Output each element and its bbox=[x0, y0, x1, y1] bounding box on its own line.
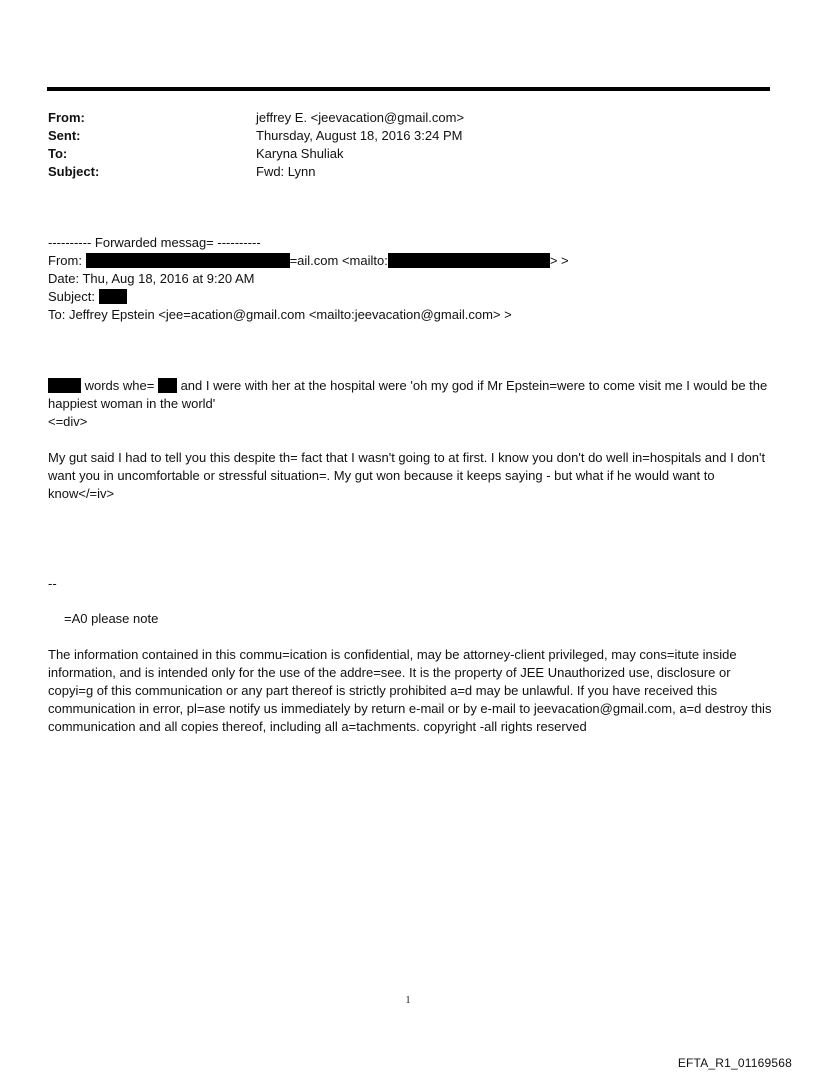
redaction-box bbox=[158, 378, 177, 393]
fwd-from-line bbox=[48, 252, 772, 270]
sent-label: Sent: bbox=[48, 128, 81, 143]
fwd-date: Date: Thu, Aug 18, 2016 at 9:20 AM bbox=[48, 271, 255, 286]
sent-value: Thursday, August 18, 2016 3:24 PM bbox=[256, 128, 463, 143]
redaction-box bbox=[99, 289, 127, 304]
from-label: From: bbox=[48, 110, 85, 125]
fwd-from-end: > > bbox=[549, 253, 569, 268]
body-paragraph-1 bbox=[48, 377, 772, 413]
header-rule bbox=[47, 87, 770, 91]
fwd-subject-label: Subject: bbox=[48, 289, 95, 304]
redaction-box bbox=[388, 253, 550, 268]
fwd-subject-line bbox=[48, 288, 772, 306]
fwd-from-label: From: bbox=[48, 253, 82, 268]
to-value: Karyna Shuliak bbox=[256, 146, 344, 161]
fwd-to: To: Jeffrey Epstein <jee=acation@gmail.com <mailto:jeevacation@gmail.com> > bbox=[48, 307, 512, 322]
forwarded-header bbox=[48, 234, 772, 324]
please-note: =A0 please note bbox=[64, 611, 159, 626]
subject-value: Fwd: Lynn bbox=[256, 164, 316, 179]
from-value: jeffrey E. <jeevacation@gmail.com> bbox=[256, 110, 465, 125]
sent-row bbox=[48, 127, 768, 145]
email-header bbox=[48, 109, 768, 181]
to-row bbox=[48, 145, 768, 163]
body-paragraph-2: My gut said I had to tell you this despite th= fact that I wasn't going to at first. I know you don't do well in=hospitals and I don't want you in uncomfortable or stressful situation=. My gut won because it keeps saying - but what if he would want to know</=iv> bbox=[48, 450, 766, 501]
body-p1-seg1: words whe= bbox=[81, 378, 158, 393]
signature-dashes: -- bbox=[48, 576, 57, 591]
fwd-from-mid: =ail.com <mailto: bbox=[289, 253, 388, 268]
message-body bbox=[48, 377, 772, 503]
from-row bbox=[48, 109, 768, 127]
body-p1-seg2: and I were with her at the hospital were 'oh my god if Mr Epstein=were to come visit me I would be the happiest woman in the world' bbox=[48, 378, 768, 411]
redaction-box bbox=[48, 378, 81, 393]
disclaimer-text: The information contained in this commu=ication is confidential, may be attorney-client privileged, may cons=itute inside information, and is intended only for the use of the addre=see. It is the property of JEE Unauthorized use, disclosure or copyi=g of this communication or any part thereof is strictly prohibited a=d may be unlawful. If you have received this communication in error, pl=ase notify us immediately by return e-mail or by e-mail to jeevacation@gmail.com, a=d destroy this communication and all copies thereof, including all a=tachments. copyright -all rights reserved bbox=[48, 647, 772, 734]
forward-divider: ---------- Forwarded messag= ---------- bbox=[48, 235, 261, 250]
page-number: 1 bbox=[405, 995, 411, 1006]
redaction-box bbox=[86, 253, 290, 268]
subject-label: Subject: bbox=[48, 164, 100, 179]
document-id: EFTA_R1_01169568 bbox=[677, 1056, 792, 1070]
to-label: To: bbox=[48, 146, 68, 161]
div-tag-text: <=div> bbox=[48, 414, 88, 429]
subject-row bbox=[48, 163, 768, 181]
